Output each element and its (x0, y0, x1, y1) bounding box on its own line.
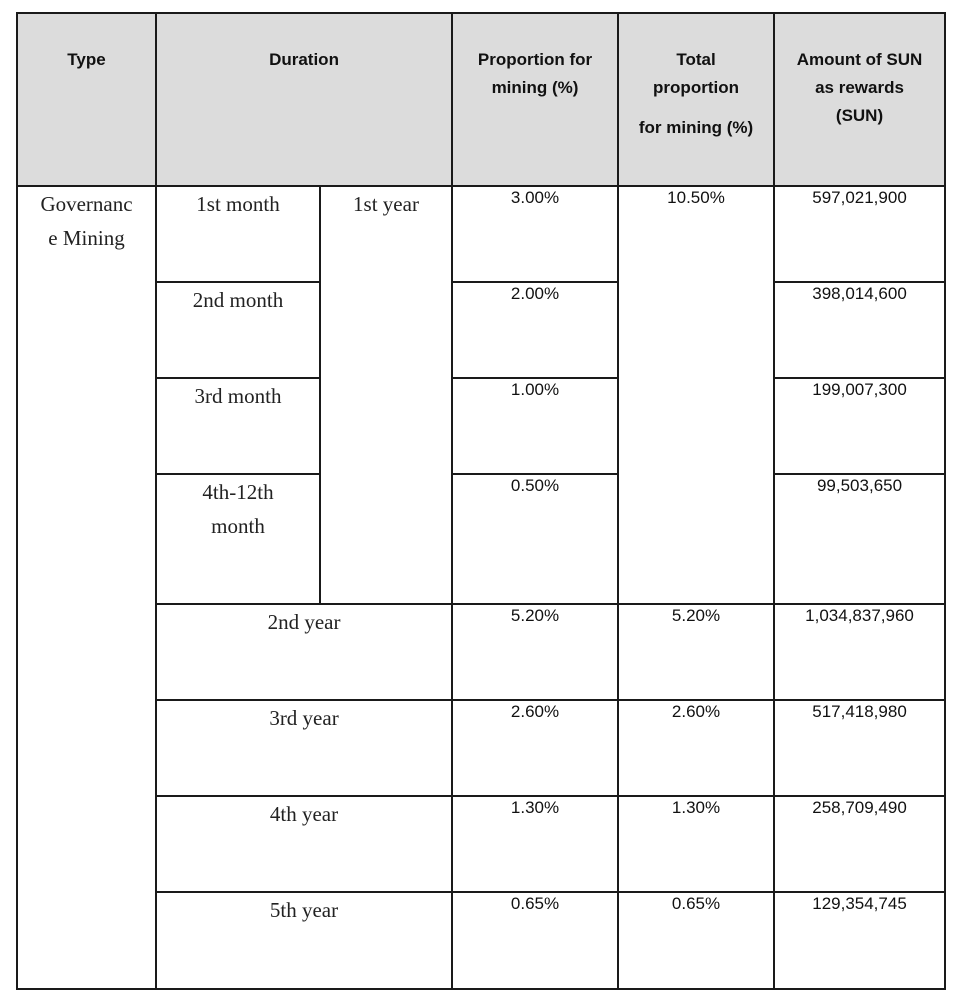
amount-cell: 1,034,837,960 (774, 604, 945, 700)
header-amount-line1: Amount of SUN (796, 50, 923, 69)
table-row (17, 796, 945, 892)
month-label-line2: month (211, 514, 265, 538)
header-total-line3: for mining (%) (638, 118, 754, 137)
type-line2: e Mining (48, 226, 125, 250)
proportion-cell: 5.20% (452, 604, 618, 700)
header-proportion-line2: mining (%) (491, 78, 579, 97)
total-proportion-cell: 1.30% (618, 796, 774, 892)
header-total-proportion (618, 13, 774, 186)
proportion-cell: 3.00% (452, 186, 618, 282)
proportion-cell: 1.30% (452, 796, 618, 892)
header-total-line2: proportion (653, 78, 739, 97)
year-label: 4th year (156, 796, 452, 892)
header-amount (774, 13, 945, 186)
header-total-line1: Total (676, 50, 716, 69)
table-row (17, 186, 945, 282)
header-type: Type (17, 13, 156, 186)
amount-cell: 99,503,650 (774, 474, 945, 604)
year-label: 1st year (320, 186, 452, 604)
proportion-cell: 0.50% (452, 474, 618, 604)
year-label: 5th year (156, 892, 452, 989)
proportion-cell: 1.00% (452, 378, 618, 474)
month-label: 1st month (156, 186, 320, 282)
header-proportion-line1: Proportion for (477, 50, 593, 69)
total-proportion-cell: 0.65% (618, 892, 774, 989)
type-line1: Governanc (40, 192, 133, 216)
header-row (17, 13, 945, 186)
amount-cell: 597,021,900 (774, 186, 945, 282)
table-row (17, 378, 945, 474)
proportion-cell: 2.00% (452, 282, 618, 378)
amount-cell: 398,014,600 (774, 282, 945, 378)
month-label-line1: 4th-12th (202, 480, 274, 504)
month-label: 3rd month (156, 378, 320, 474)
table-row (17, 604, 945, 700)
total-proportion-cell: 2.60% (618, 700, 774, 796)
header-duration: Duration (156, 13, 452, 186)
year-label: 2nd year (156, 604, 452, 700)
total-proportion-cell: 10.50% (618, 186, 774, 604)
amount-cell: 199,007,300 (774, 378, 945, 474)
total-proportion-cell: 5.20% (618, 604, 774, 700)
table-row (17, 474, 945, 604)
month-label (156, 474, 320, 604)
amount-cell: 129,354,745 (774, 892, 945, 989)
type-cell (17, 186, 156, 989)
year-label: 3rd year (156, 700, 452, 796)
proportion-cell: 2.60% (452, 700, 618, 796)
table-row (17, 700, 945, 796)
amount-cell: 258,709,490 (774, 796, 945, 892)
proportion-cell: 0.65% (452, 892, 618, 989)
month-label: 2nd month (156, 282, 320, 378)
amount-cell: 517,418,980 (774, 700, 945, 796)
mining-schedule-table (16, 12, 946, 990)
table-row (17, 282, 945, 378)
header-amount-line3: (SUN) (835, 106, 884, 125)
header-amount-line2: as rewards (815, 78, 904, 97)
table-row (17, 892, 945, 989)
header-proportion (452, 13, 618, 186)
